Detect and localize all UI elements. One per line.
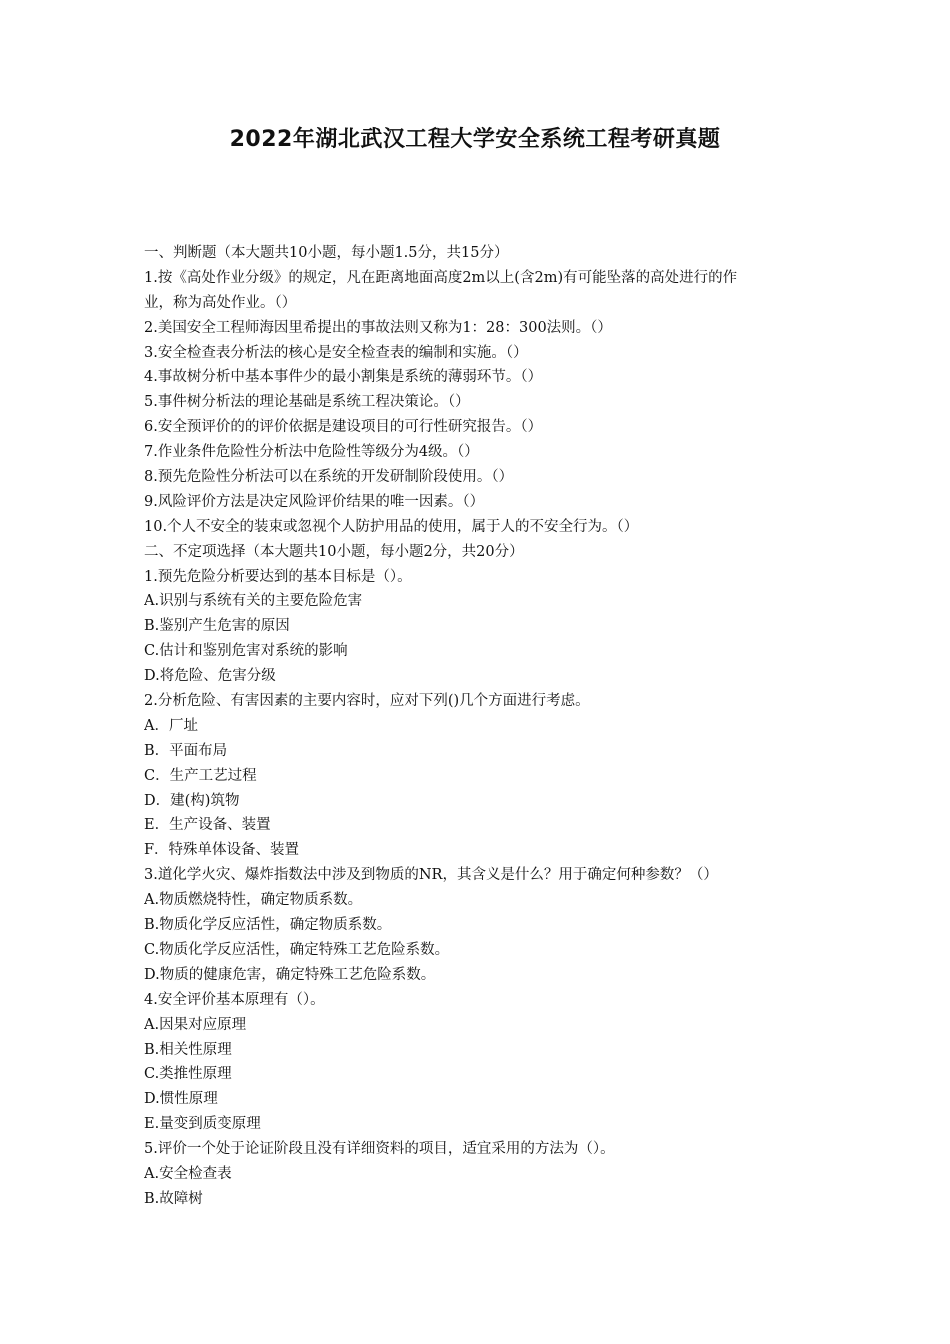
text-line: E.量变到质变原理 bbox=[144, 1116, 261, 1133]
text-line: A.识别与系统有关的主要危险危害 bbox=[144, 593, 363, 610]
text-line: 6.安全预评价的的评价依据是建设项目的可行性研究报告。（） bbox=[144, 419, 543, 436]
text-line: D．建(构)筑物 bbox=[144, 792, 240, 809]
text-line: A.因果对应原理 bbox=[144, 1016, 247, 1033]
text-line: 7.作业条件危险性分析法中危险性等级分为4级。（） bbox=[144, 444, 479, 461]
text-line: 5.事件树分析法的理论基础是系统工程决策论。（） bbox=[144, 394, 470, 411]
text-line: 4.事故树分析中基本事件少的最小割集是系统的薄弱环节。（） bbox=[144, 369, 543, 386]
text-line: 二、不定项选择（本大题共10小题，每小题2分，共20分） bbox=[144, 543, 524, 560]
text-line: 1.预先危险分析要达到的基本目标是（）。 bbox=[144, 568, 412, 585]
text-line: 1.按《高处作业分级》的规定，凡在距离地面高度2m以上(含2m)有可能坠落的高处进行的作 bbox=[144, 269, 738, 286]
text-line: C.估计和鉴别危害对系统的影响 bbox=[144, 643, 348, 660]
document-body bbox=[144, 241, 814, 1212]
text-line: A.安全检查表 bbox=[144, 1165, 232, 1182]
text-line: D.将危险、危害分级 bbox=[144, 668, 276, 685]
text-line: A．厂址 bbox=[144, 717, 198, 734]
text-line: 10.个人不安全的装束或忽视个人防护用品的使用，属于人的不安全行为。（） bbox=[144, 518, 639, 535]
text-line: B.相关性原理 bbox=[144, 1041, 232, 1058]
text-line: 2.分析危险、有害因素的主要内容时，应对下列()几个方面进行考虑。 bbox=[144, 693, 590, 710]
text-line: 2.美国安全工程师海因里希提出的事故法则又称为1：28：300法则。（） bbox=[144, 319, 612, 336]
text-line: 4.安全评价基本原理有（）。 bbox=[144, 991, 325, 1008]
text-line: B.故障树 bbox=[144, 1190, 203, 1207]
text-line: C.物质化学反应活性，确定特殊工艺危险系数。 bbox=[144, 941, 450, 958]
text-line: D.物质的健康危害，确定特殊工艺危险系数。 bbox=[144, 966, 436, 983]
text-line: D.惯性原理 bbox=[144, 1091, 218, 1108]
document-title: 2022年湖北武汉工程大学安全系统工程考研真题 bbox=[229, 127, 721, 152]
text-line: F．特殊单体设备、装置 bbox=[144, 842, 300, 859]
text-line: 8.预先危险性分析法可以在系统的开发研制阶段使用。（） bbox=[144, 469, 514, 486]
text-line: B．平面布局 bbox=[144, 742, 228, 759]
text-line: B.物质化学反应活性，确定物质系数。 bbox=[144, 917, 392, 934]
text-line: 5.评价一个处于论证阶段且没有详细资料的项目，适宜采用的方法为（）。 bbox=[144, 1141, 615, 1158]
text-line: C.类推性原理 bbox=[144, 1066, 232, 1083]
text-line: 3.安全检查表分析法的核心是安全检查表的编制和实施。（） bbox=[144, 344, 528, 361]
text-line: A.物质燃烧特性，确定物质系数。 bbox=[144, 892, 363, 909]
text-line: E．生产设备、装置 bbox=[144, 817, 271, 834]
text-line: 3.道化学火灾、爆炸指数法中涉及到物质的NR，其含义是什么？用于确定何种参数？（） bbox=[144, 867, 718, 884]
text-line: 一、判断题（本大题共10小题，每小题1.5分，共15分） bbox=[144, 245, 509, 261]
text-line: 业，称为高处作业。（） bbox=[144, 294, 297, 311]
text-line: B.鉴别产生危害的原因 bbox=[144, 618, 290, 635]
text-line: C．生产工艺过程 bbox=[144, 767, 257, 784]
text-line: 9.风险评价方法是决定风险评价结果的唯一因素。（） bbox=[144, 493, 485, 510]
